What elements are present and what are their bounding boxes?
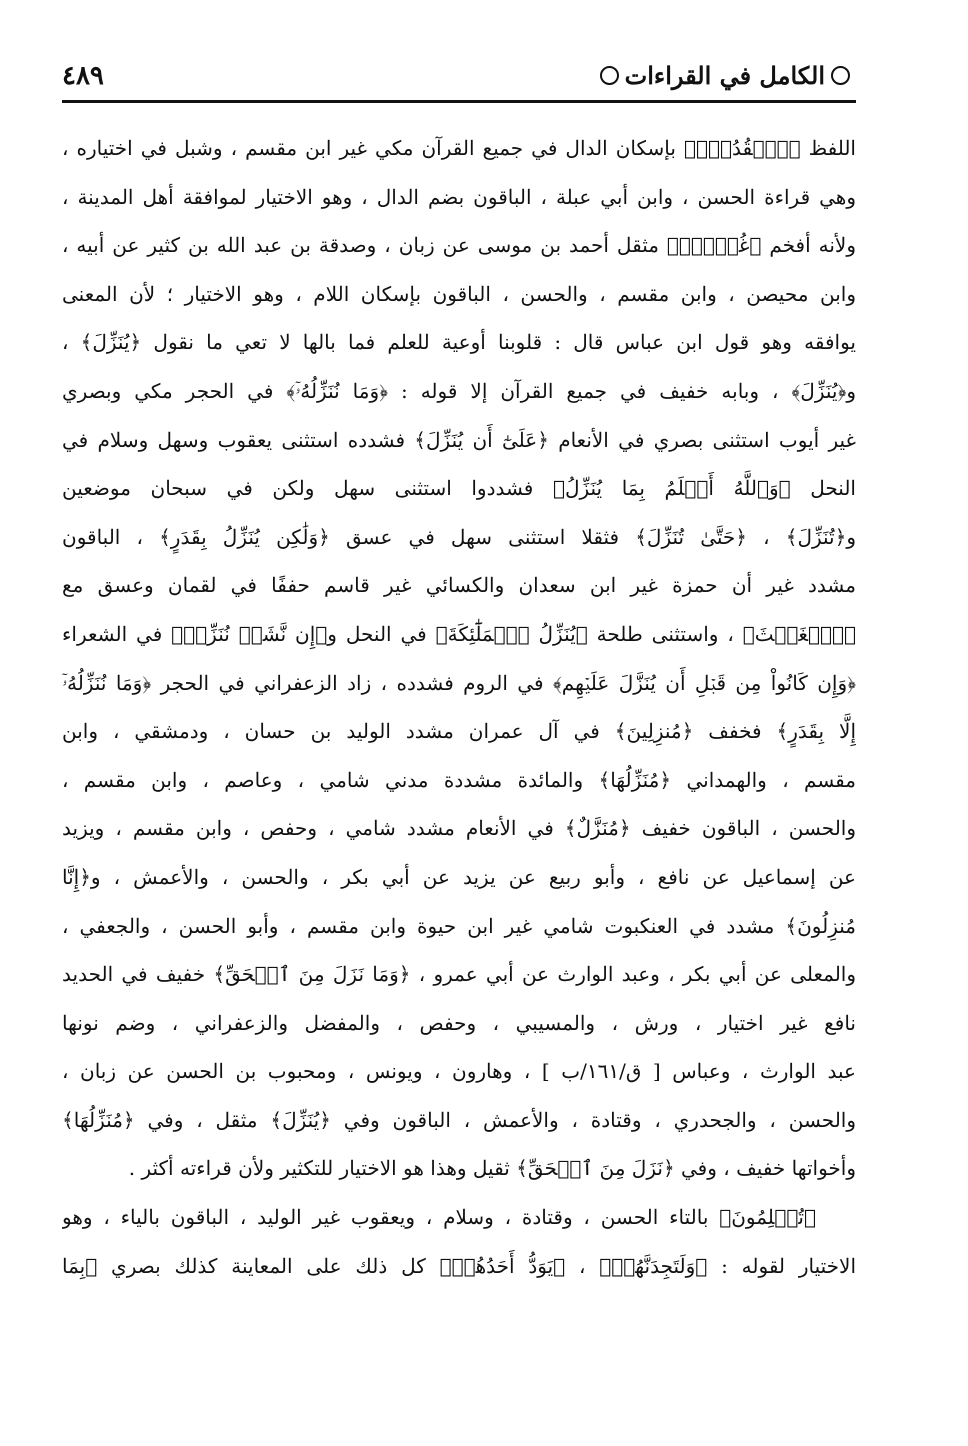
text-line: ﴿ٱلۡغَيۡثَ﴾ ، واستثنى طلحة ﴿يُنَزِّلُ ٱلۡمَلَٰٓئِكَةَ﴾ في النحل و﴿إِن نَّشَأۡ نُنَزِّلۡ﴾ في الشعراء [62,621,856,646]
text-line: وهي قراءة الحسن ، وابن أبي عبلة ، الباقون بضم الدال ، وهو الاختيار لموافقة أهل المدينة ، [62,184,856,209]
text-line: مقسم ، والهمداني ﴿مُنَزِّلُهَا﴾ والمائدة مشددة مدني شامي ، وعاصم ، وابن مقسم ، [62,767,856,792]
text-line: يوافقه وهو قول ابن عباس قال : قلوبنا أوعية للعلم فما بالها لا تعي ما نقول ﴿يُنَزِّلَ﴾ ، [62,330,856,355]
running-title [594,56,856,96]
text-line: والحسن ، الباقون خفيف ﴿مُنَزَّلٌ﴾ في الأنعام مشدد شامي ، وحفص ، وابن مقسم ، ويزيد [62,816,856,841]
text-line: النحل ﴿وَٱللَّهُ أَعۡلَمُ بِمَا يُنَزِّلُ﴾ فشددوا استثنى سهل ولكن في سبحان موضعين [62,476,856,501]
text-line: الاختيار لقوله : ﴿وَلَتَجِدَنَّهُمۡ﴾ ، ﴿يَوَدُّ أَحَدُهُمۡ﴾ كل ذلك على المعاينة كذلك بصري ﴿بِمَا [62,1253,856,1278]
text-line: و﴿يُنَزِّلَ﴾ ، وبابه خفيف في جميع القرآن إلا قوله : ﴿وَمَا نُنَزِّلُهُۥٓ﴾ في الحجر مكي وبصري [62,378,856,403]
header-rule [62,100,856,103]
text-line: ﴿وَإِن كَانُواْ مِن قَبۡلِ أَن يُنَزَّلَ عَلَيۡهِم﴾ في الروم فشدده ، زاد الزعفراني في الحجر ﴿وَمَا نُنَزِّلُهُۥٓ [62,670,856,695]
running-title-text: الكامل في القراءات [624,61,825,90]
text-line: مشدد غير أن حمزة غير ابن سعدان والكسائي غير قاسم حففًا في لقمان وعسق مع [62,573,856,598]
text-line: و﴿تُنَزِّلَ﴾ ، ﴿حَتَّىٰ تُنَزِّلَ﴾ فثقلا استثنى سهل في عسق ﴿وَلَٰكِن يُنَزِّلُ بِقَدَرٍ﴾ ، الباقون [62,524,856,549]
text-line: اللفظ ﴿ٱلۡقُدُسِۗ﴾ بإسكان الدال في جميع القرآن مكي غير ابن مقسم ، وشبل في اختياره ، [62,136,856,160]
text-line: عن إسماعيل عن نافع ، وأبو ربيع عن يزيد عن أبي بكر ، والحسن ، والأعمش ، و﴿إِنَّا [62,864,856,889]
text-line: وأخواتها خفيف ، وفي ﴿نَزَلَ مِنَ ٱلۡحَقِّ﴾ ثقيل وهذا هو الاختيار للتكثير ولأن قراءته أكثر . [128,1156,856,1181]
text-line: وابن محيصن ، وابن مقسم ، والحسن ، الباقون بإسكان اللام ، وهو الاختيار ؛ لأن المعنى [62,281,856,306]
circle-ornament-icon [600,66,619,85]
text-line: ﴿تُعۡلِمُونَ﴾ بالتاء الحسن ، وقتادة ، وسلام ، ويعقوب غير الوليد ، الباقون بالياء ، وهو [62,1205,817,1230]
text-line: عبد الوارث ، وعباس [ ق/١٦١/ب ] ، وهارون ، ويونس ، ومحبوب بن الحسن عن زبان ، [62,1059,856,1084]
text-line: غير أيوب استثنى بصري في الأنعام ﴿عَلَىٰٓ أَن يُنَزِّلَ﴾ فشدده استثنى يعقوب وسهل وسلام في [62,427,856,452]
text-line: والمعلى عن أبي بكر ، وعبد الوارث عن أبي عمرو ، ﴿وَمَا نَزَلَ مِنَ ٱلۡحَقِّ﴾ خفيف في الحديد [62,962,856,987]
text-line: نافع غير اختيار ، ورش ، والمسيبي ، وحفص ، والمفضل والزعفراني ، وضم نونها [62,1010,856,1035]
body-text [62,124,856,1290]
text-line: ولأنه أفخم ﴿غُلۡفُۢ﴾ مثقل أحمد بن موسى عن زبان ، وصدقة بن عبد الله بن كثير عن أبيه ، [62,233,856,258]
text-line: والحسن ، والجحدري ، وقتادة ، والأعمش ، الباقون وفي ﴿يُنَزِّلَ﴾ مثقل ، وفي ﴿مُنَزِّلُهَا﴾ [62,1107,856,1132]
page-header [62,56,856,96]
circle-ornament-icon [831,66,850,85]
page-number: ٤٨٩ [62,61,104,91]
text-line: إِلَّا بِقَدَرٍ﴾ فخفف ﴿مُنزِلِينَ﴾ في آل عمران مشدد الوليد بن حسان ، ودمشقي ، وابن [62,719,856,744]
text-line: مُنزِلُونَ﴾ مشدد في العنكبوت شامي غير ابن حيوة وابن مقسم ، وأبو الحسن ، والجعفي ، [62,913,856,938]
